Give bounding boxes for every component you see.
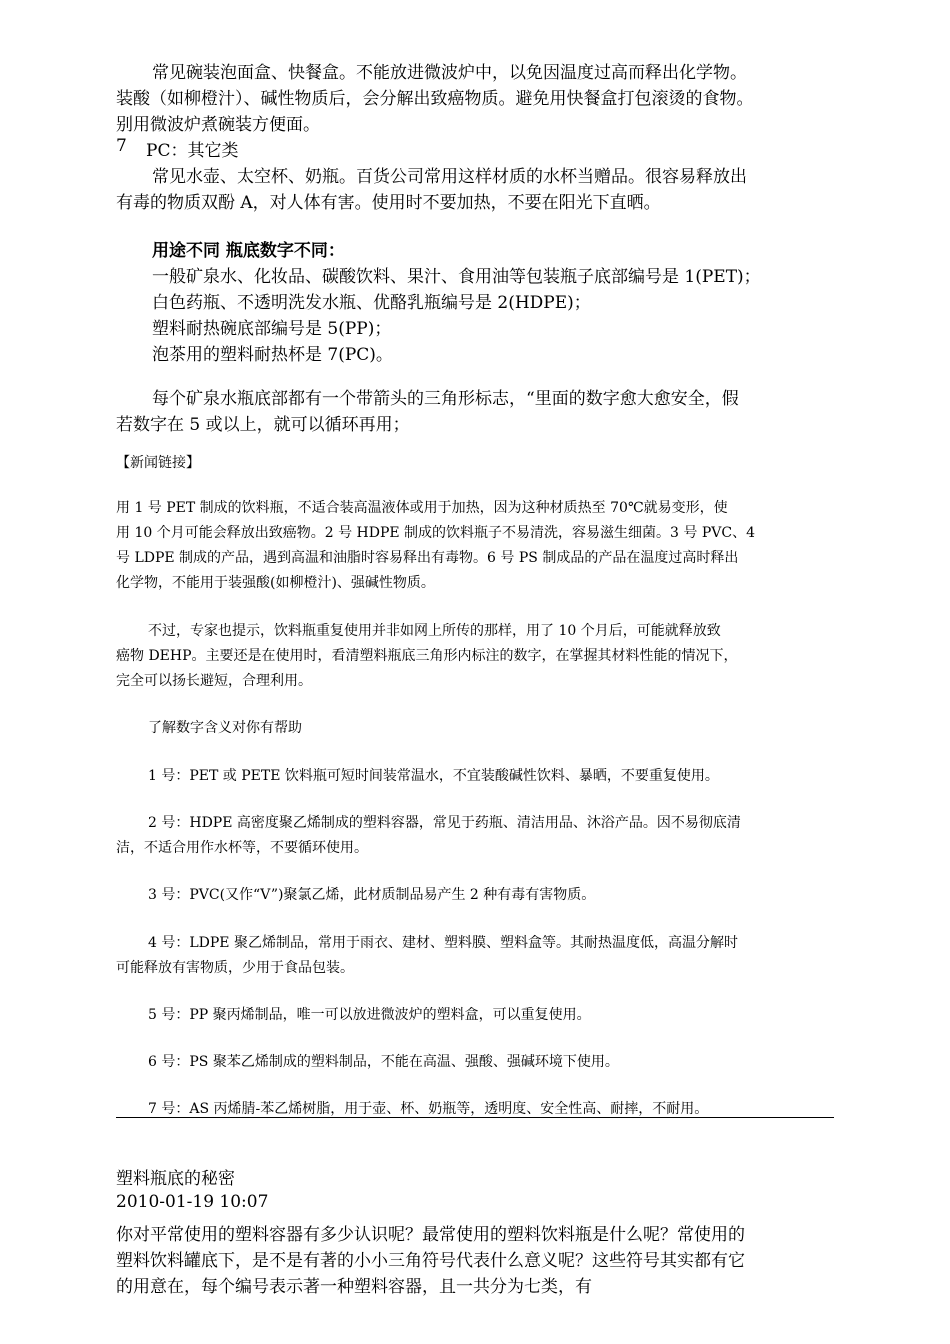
news-line: 癌物 DEHP。主要还是在使用时，看清塑料瓶底三角形内标注的数字，在掌握其材料性能的情况下， (116, 648, 738, 664)
number-item-6: 6 号：PS 聚苯乙烯制成的塑料制品，不能在高温、强酸、强碱环境下使用。 (148, 1054, 619, 1070)
paragraph-line: 常见碗装泡面盒、快餐盒。不能放进微波炉中，以免因温度过高而释出化学物。 (152, 63, 747, 83)
number-item-1: 1 号：PET 或 PETE 饮料瓶可短时间装常温水，不宜装酸碱性饮料、暴晒，不要重复使用。 (148, 768, 719, 784)
number-item-7: 7 号：AS 丙烯腈-苯乙烯树脂，用于壶、杯、奶瓶等，透明度、安全性高、耐摔，不耐用。 (148, 1101, 709, 1117)
number-item-4-cont: 可能释放有害物质，少用于食品包装。 (116, 960, 354, 976)
usage-line: 塑料耐热碗底部编号是 5(PP)； (152, 319, 392, 339)
usage-line: 泡茶用的塑料耐热杯是 7(PC)。 (152, 345, 393, 365)
news-line: 号 LDPE 制成的产品，遇到高温和油脂时容易释出有毒物。6 号 PS 制成品的产品在温度过高时释出 (116, 550, 739, 566)
news-line: 化学物，不能用于装强酸(如柳橙汁)、强碱性物质。 (116, 575, 435, 591)
paragraph-line: 有毒的物质双酚 A，对人体有害。使用时不要加热，不要在阳光下直晒。 (116, 193, 661, 213)
article-title: 塑料瓶底的秘密 (116, 1169, 235, 1189)
number-item-5: 5 号：PP 聚丙烯制品，唯一可以放进微波炉的塑料盒，可以重复使用。 (148, 1007, 591, 1023)
article-line: 你对平常使用的塑料容器有多少认识呢？最常使用的塑料饮料瓶是什么呢？常使用的 (116, 1225, 745, 1245)
horizontal-rule (116, 1117, 834, 1118)
usage-line: 白色药瓶、不透明洗发水瓶、优酪乳瓶编号是 2(HDPE)； (152, 293, 591, 313)
paragraph-line: 装酸（如柳橙汁）、碱性物质后，会分解出致癌物质。避免用快餐盒打包滚烫的食物。 (116, 89, 754, 109)
paragraph-line: 若数字在 5 或以上，就可以循环再用； (116, 415, 410, 435)
usage-line: 一般矿泉水、化妆品、碳酸饮料、果汁、食用油等包装瓶子底部编号是 1(PET)； (152, 267, 761, 287)
news-line: 完全可以扬长避短，合理利用。 (116, 673, 312, 689)
list-number: 7 (116, 136, 127, 156)
number-item-2: 2 号：HDPE 高密度聚乙烯制成的塑料容器，常见于药瓶、清洁用品、沐浴产品。因不易彻底清 (148, 815, 741, 831)
news-line: 用 10 个月可能会释放出致癌物。2 号 HDPE 制成的饮料瓶子不易清洗，容易滋生细菌。3 号 PVC、4 (116, 525, 756, 541)
article-line: 的用意在，每个编号表示著一种塑料容器，且一共分为七类，有 (116, 1277, 592, 1297)
section-heading: 用途不同 瓶底数字不同： (152, 241, 345, 261)
article-datetime: 2010-01-19 10:07 (116, 1192, 269, 1212)
section-heading: PC：其它类 (146, 141, 239, 161)
number-item-4: 4 号：LDPE 聚乙烯制品，常用于雨衣、建材、塑料膜、塑料盒等。其耐热温度低，高温分解时 (148, 935, 738, 951)
help-heading: 了解数字含义对你有帮助 (148, 720, 302, 736)
number-item-3: 3 号：PVC(又作“V”)聚氯乙烯，此材质制品易产生 2 种有毒有害物质。 (148, 887, 596, 903)
news-line: 不过，专家也提示，饮料瓶重复使用并非如网上所传的那样，用了 10 个月后，可能就释放致 (148, 623, 721, 639)
article-line: 塑料饮料罐底下，是不是有著的小小三角符号代表什么意义呢？这些符号其实都有它 (116, 1251, 745, 1271)
paragraph-line: 别用微波炉煮碗装方便面。 (116, 115, 320, 135)
number-item-2-cont: 洁，不适合用作水杯等，不要循环使用。 (116, 840, 368, 856)
paragraph-line: 常见水壶、太空杯、奶瓶。百货公司常用这样材质的水杯当赠品。很容易释放出 (152, 167, 747, 187)
news-heading: 【新闻链接】 (116, 455, 200, 471)
news-line: 用 1 号 PET 制成的饮料瓶，不适合装高温液体或用于加热，因为这种材质热至 70℃就易变形，使 (116, 500, 728, 516)
paragraph-line: 每个矿泉水瓶底部都有一个带箭头的三角形标志，“里面的数字愈大愈安全，假 (152, 389, 739, 409)
